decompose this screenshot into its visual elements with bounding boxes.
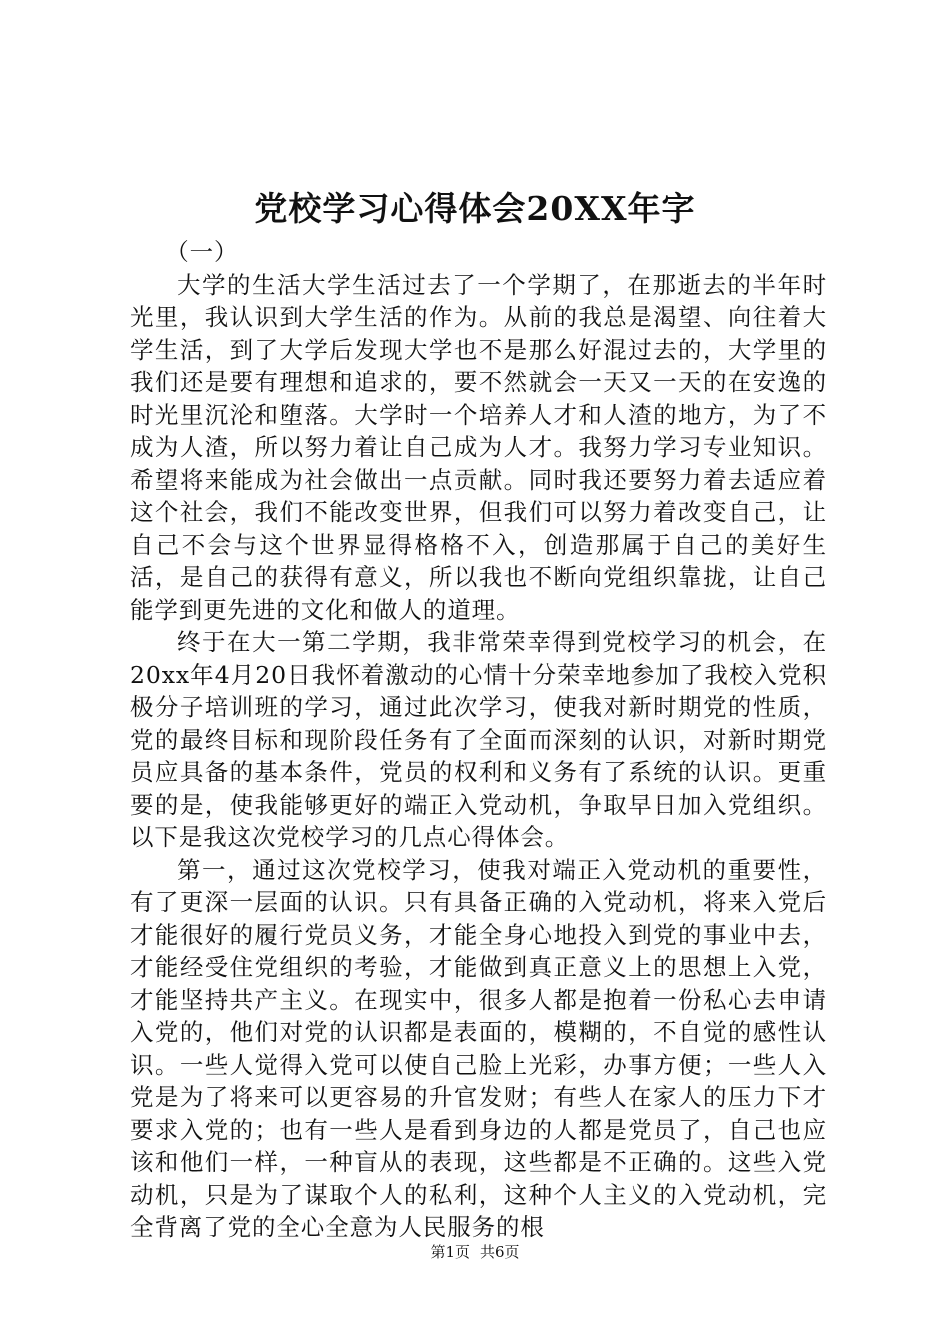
document-title: 党校学习心得体会20XX年字 [254, 189, 696, 228]
document-body [130, 236, 827, 1244]
section-marker: （一） [165, 238, 239, 266]
page-footer [0, 1242, 950, 1262]
page-total: 共6页 [480, 1243, 520, 1261]
paragraph-1: 大学的生活大学生活过去了一个学期了，在那逝去的半年时光里，我认识到大学生活的作为。从前的我总是渴望、向往着大学生活，到了大学后发现大学也不是那么好混过去的，大学里的我们还是要有理想和追求的，要不然就会一天又一天的在安逸的时光里沉沦和堕落。大学时一个培养人才和人渣的地方，为了不成为人渣，所以努力着让自己成为人才。我努力学习专业知识。希望将来能成为社会做出一点贡献。同时我还要努力着去适应着这个社会，我们不能改变世界，但我们可以努力着改变自己，让自己不会与这个世界显得格格不入，创造那属于自己的美好生活，是自己的获得有意义，所以我也不断向党组织靠拢，让自己能学到更先进的文化和做人的道理。 [130, 270, 827, 624]
paragraph-3: 第一，通过这次党校学习，使我对端正入党动机的重要性，有了更深一层面的认识。只有具备正确的入党动机，将来入党后才能很好的履行党员义务，才能全身心地投入到党的事业中去，才能经受住党组织的考验，才能做到真正意义上的思想上入党，才能坚持共产主义。在现实中，很多人都是抱着一份私心去申请入党的，他们对党的认识都是表面的，模糊的，不自觉的感性认识。一些人觉得入党可以使自己脸上光彩，办事方便；一些人入党是为了将来可以更容易的升官发财；有些人在家人的压力下才要求入党的；也有一些人是看到身边的人都是党员了，自己也应该和他们一样，一种盲从的表现，这些都是不正确的。这些入党动机，只是为了谋取个人的私利，这种个人主义的入党动机，完全背离了党的全心全意为人民服务的根 [130, 855, 827, 1241]
page-number: 第1页 [430, 1243, 470, 1261]
paragraph-2: 终于在大一第二学期，我非常荣幸得到党校学习的机会，在20xx年4月20日我怀着激动的心情十分荣幸地参加了我校入党积极分子培训班的学习，通过此次学习，使我对新时期党的性质，党的最终目标和现阶段任务有了全面而深刻的认识，对新时期党员应具备的基本条件，党员的权利和义务有了系统的认识。更重要的是，使我能够更好的端正入党动机，争取早日加入党组织。以下是我这次党校学习的几点心得体会。 [130, 628, 827, 851]
